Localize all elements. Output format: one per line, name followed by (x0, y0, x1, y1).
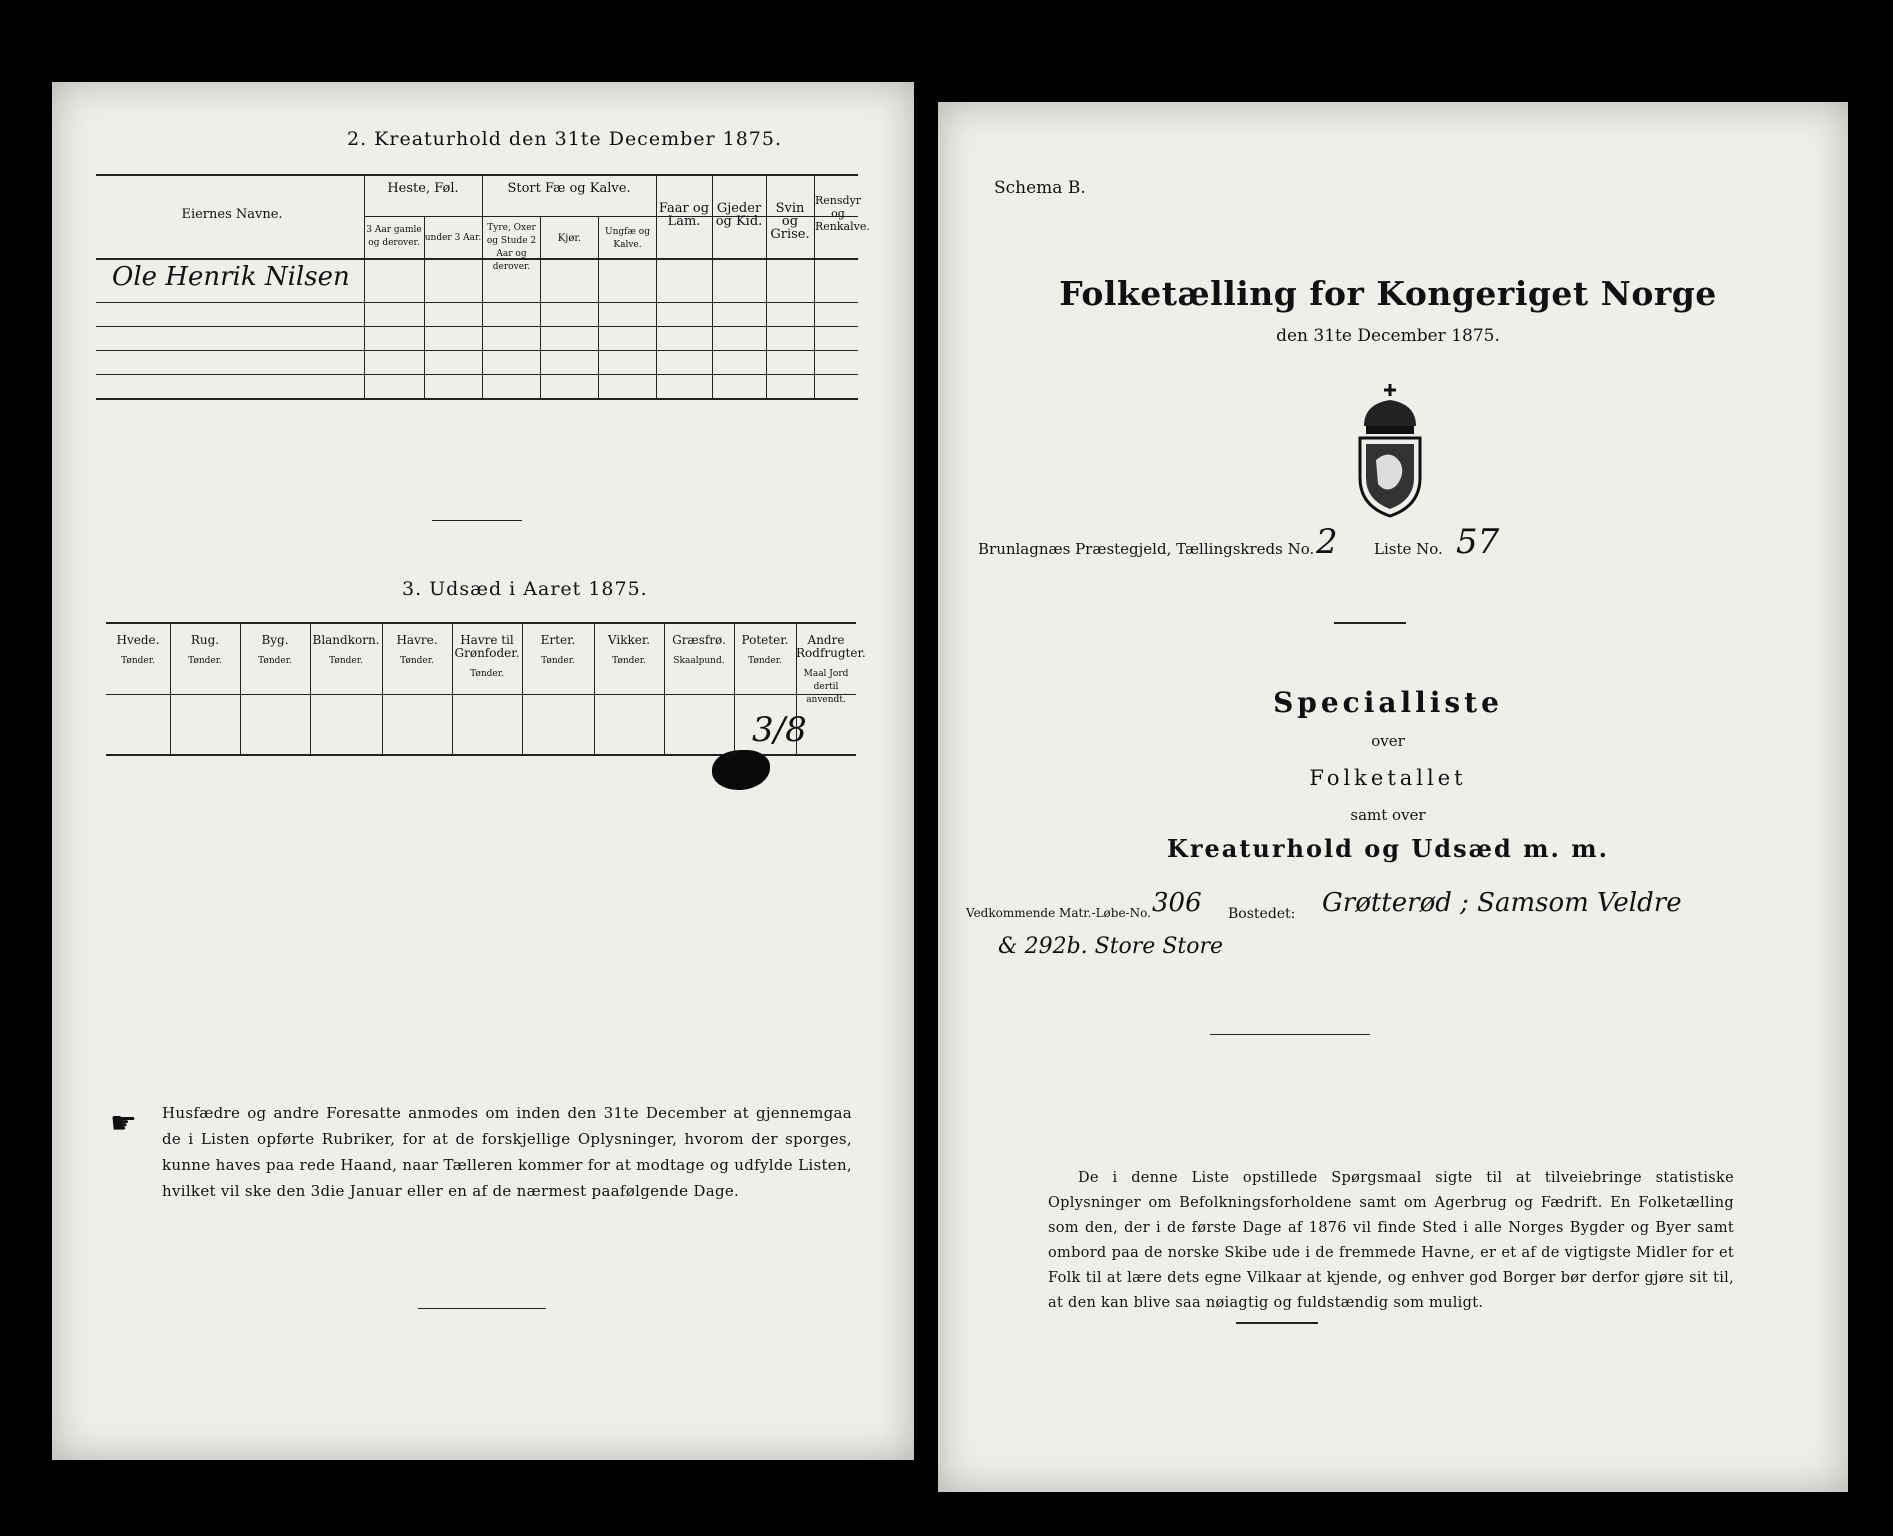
seed-col-unit: Tønder. (329, 656, 363, 666)
seed-col-header (522, 634, 594, 668)
seed-col-name: Poteter. (741, 633, 789, 647)
seed-col-header (310, 634, 382, 668)
over-label: over (1371, 732, 1405, 750)
ink-blot (712, 750, 770, 790)
table3-top-rule (106, 622, 856, 624)
seed-col-unit: Tønder. (470, 669, 504, 679)
notice-text: Husfædre og andre Foresatte anmodes om inden den 31te December at gjennemgaa de i Listen opførte Rubriker, for at de forskjellige Oplysninger, hvorom der sporges, kunne haves paa rede Haand, naar Tælleren kommer for at modtage og udfylde Listen, hvilket vil ske den 3die Januar eller en af de nærmest paafølgende Dage. (162, 1104, 852, 1200)
seed-col-unit: Tønder. (541, 656, 575, 666)
seed-col-name: Græsfrø. (672, 633, 726, 647)
group-heste-header: Heste, Føl. (387, 181, 459, 196)
col-svin-header: Svin og Grise. (770, 201, 810, 242)
seed-col-unit: Tønder. (612, 656, 646, 666)
seed-col-name: Byg. (261, 633, 289, 647)
matr-number: 306 (1152, 888, 1202, 918)
footer-explanation: De i denne Liste opstillede Spørgsmaal sigte til at tilveiebringe statistiske Oplysninger om Befolkningsforholdene samt om Agerbrug og Fædrift. En Folketælling som den, der i de første Dage af 1876 vil finde Sted i alle Norges Bygder og Byer samt ombord paa de norske Skibe ude i de fremmede Havne, er et af de vigtigste Midler for et Folk til at lære dets egne Vilkaar at kjende, og enhver god Borger bør derfor gjøre sit til, at den kan blive saa nøiagtig og fuldstændig som muligt. (1048, 1170, 1734, 1311)
seed-col-unit: Tønder. (258, 656, 292, 666)
seed-col-name: Vikker. (607, 633, 651, 647)
schema-label: Schema B. (994, 178, 1086, 198)
seed-col-header (734, 634, 796, 668)
sub-heste-over: 3 Aar gamle og derover. (366, 225, 422, 248)
right-page (938, 102, 1848, 1492)
seed-col-unit: Tønder. (748, 656, 782, 666)
poteter-value: 3/8 (752, 710, 807, 750)
owner-name-entry: Ole Henrik Nilsen (112, 262, 350, 292)
seed-col-name: Blandkorn. (312, 633, 380, 647)
seed-col-header (106, 634, 170, 668)
col-faar-header: Faar og Lam. (658, 201, 710, 229)
seed-col-header (796, 633, 866, 707)
district-prefix: Brunlagnæs Præstegjeld, Tællingskreds No. (978, 540, 1315, 558)
liste-label: Liste No. (1374, 540, 1443, 558)
samt-over-label: samt over (1350, 806, 1426, 824)
seed-col-unit: Tønder. (188, 656, 222, 666)
seed-col-unit: Skaalpund. (673, 656, 725, 666)
seed-col-header (240, 634, 310, 668)
district-number: 2 (1316, 522, 1338, 562)
coat-of-arms-icon (1350, 382, 1430, 518)
matr-label: Vedkommende Matr.-Løbe-No. (966, 906, 1151, 920)
folketallet-label: Folketallet (1309, 766, 1467, 790)
table2-top-rule (96, 174, 858, 176)
bostedet-value: Grøtterød ; Samsom Veldre (1322, 888, 1682, 918)
seed-col-name: Rug. (190, 633, 220, 647)
pointing-hand-icon: ☛ (110, 1106, 137, 1141)
sub-tyre: Tyre, Oxer og Stude 2 Aar og derover. (486, 223, 537, 272)
seed-col-name: Havre til Grønfoder. (454, 633, 520, 660)
seed-col-header (452, 634, 522, 681)
seed-col-unit: Tønder. (400, 656, 434, 666)
seed-col-header (382, 634, 452, 668)
seed-col-header (170, 634, 240, 668)
specialliste-heading: Specialliste (1273, 686, 1503, 719)
document-title: Folketælling for Kongeriget Norge (1059, 274, 1717, 313)
group-stort-header: Stort Fæ og Kalve. (507, 181, 631, 196)
second-matr-line: & 292b. Store Store (998, 934, 1224, 959)
seed-col-header (664, 634, 734, 668)
left-page (52, 82, 914, 1460)
col-owner-header: Eiernes Navne. (181, 207, 283, 222)
document-date: den 31te December 1875. (1276, 326, 1500, 346)
sub-kjor: Kjør. (557, 233, 582, 244)
liste-number: 57 (1456, 522, 1500, 562)
seed-col-name: Hvede. (116, 633, 160, 647)
section2-title: 2. Kreaturhold den 31te December 1875. (347, 128, 783, 150)
bostedet-label: Bostedet: (1228, 906, 1296, 922)
col-gjeder-header: Gjeder og Kid. (715, 201, 763, 229)
seed-col-name: Havre. (396, 633, 438, 647)
seed-col-unit: Tønder. (121, 656, 155, 666)
kreaturhold-heading: Kreaturhold og Udsæd m. m. (1167, 834, 1609, 863)
section3-title: 3. Udsæd i Aaret 1875. (402, 578, 648, 600)
seed-col-unit: Maal Jord dertil anvendt. (803, 669, 849, 705)
seed-col-header (594, 634, 664, 668)
seed-col-name: Andre Rodfrugter. (796, 633, 866, 660)
col-rensdyr-header: Rensdyr og Renkalve. (815, 194, 870, 233)
sub-heste-under: under 3 Aar. (424, 233, 482, 243)
seed-col-name: Erter. (540, 633, 576, 647)
sub-ungfae: Ungfæ og Kalve. (605, 227, 650, 250)
